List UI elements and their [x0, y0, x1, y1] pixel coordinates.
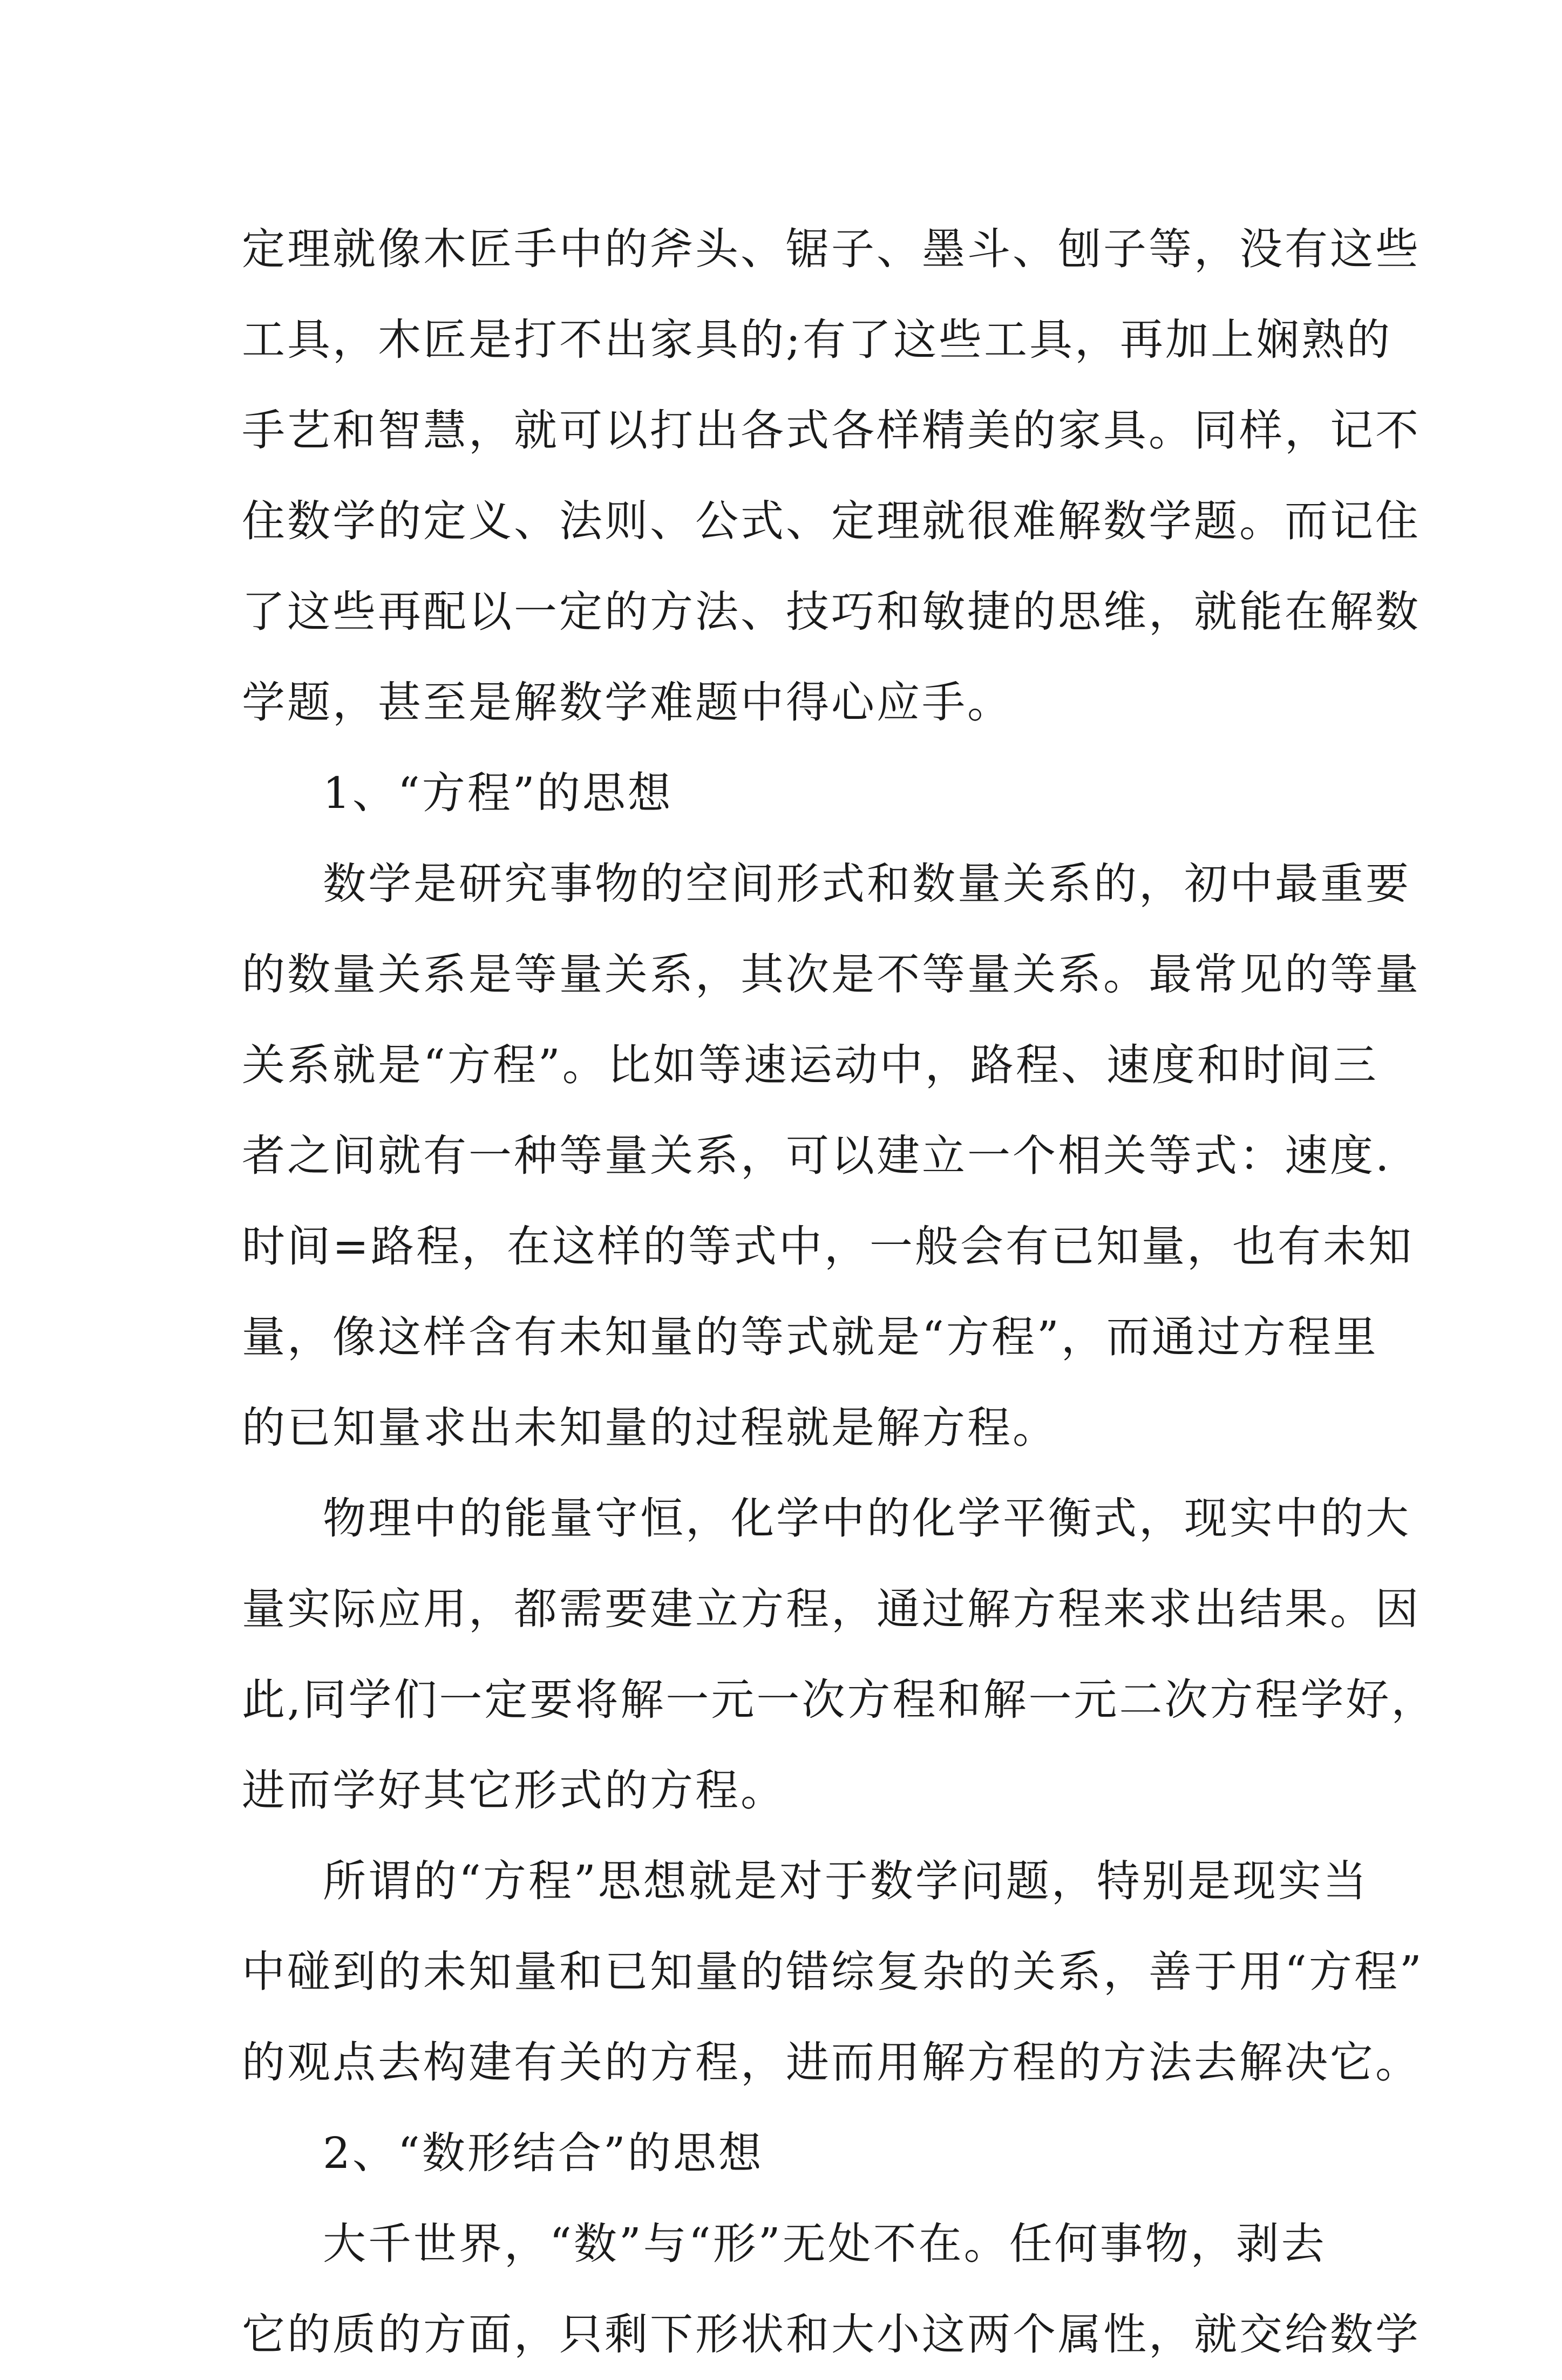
body-text [242, 204, 1437, 2380]
text-line: 的已知量求出未知量的过程就是解方程。 [242, 1403, 1058, 1453]
text-line: 大千世界，“数”与“形”无处不在。任何事物，剥去 [323, 2219, 1327, 2269]
text-line: 关系就是“方程”。比如等速运动中，路程、速度和时间三 [242, 1040, 1378, 1090]
text-line: 定理就像木匠手中的斧头、锯子、墨斗、刨子等，没有这些 [242, 224, 1421, 274]
text-line: 中碰到的未知量和已知量的错综复杂的关系，善于用“方程” [242, 1947, 1424, 1997]
text-line: 时间=路程，在这样的等式中，一般会有已知量，也有未知 [242, 1221, 1414, 1271]
text-line: 者之间就有一种等量关系，可以建立一个相关等式：速度. [242, 1131, 1391, 1181]
text-line: 学题，甚至是解数学难题中得心应手。 [242, 677, 1013, 727]
text-line: 的观点去构建有关的方程，进而用解方程的方法去解决它。 [242, 2037, 1421, 2087]
text-line: 物理中的能量守恒，化学中的化学平衡式，现实中的大 [323, 1493, 1411, 1543]
text-line: 它的质的方面，只剩下形状和大小这两个属性，就交给数学 [242, 2309, 1421, 2359]
text-line: 住数学的定义、法则、公式、定理就很难解数学题。而记住 [242, 496, 1421, 546]
text-line: 所谓的“方程”思想就是对于数学问题，特别是现实当 [323, 1856, 1369, 1906]
text-line: 手艺和智慧，就可以打出各式各样精美的家具。同样，记不 [242, 405, 1421, 455]
text-line: 此,同学们一定要将解一元一次方程和解一元二次方程学好， [242, 1675, 1437, 1725]
section-heading: 2、“数形结合”的思想 [323, 2128, 764, 2178]
text-line: 进而学好其它形式的方程。 [242, 1765, 786, 1815]
text-line: 量实际应用，都需要建立方程，通过解方程来求出结果。因 [242, 1584, 1421, 1634]
text-line: 了这些再配以一定的方法、技巧和敏捷的思维，就能在解数 [242, 587, 1421, 637]
text-line: 量，像这样含有未知量的等式就是“方程”，而通过方程里 [242, 1312, 1378, 1362]
text-line: 数学是研究事物的空间形式和数量关系的，初中最重要 [323, 859, 1411, 909]
section-heading: 1、“方程”的思想 [323, 768, 673, 818]
text-line: 工具，木匠是打不出家具的;有了这些工具，再加上娴熟的 [242, 315, 1392, 365]
text-line: 的数量关系是等量关系，其次是不等量关系。最常见的等量 [242, 949, 1421, 999]
